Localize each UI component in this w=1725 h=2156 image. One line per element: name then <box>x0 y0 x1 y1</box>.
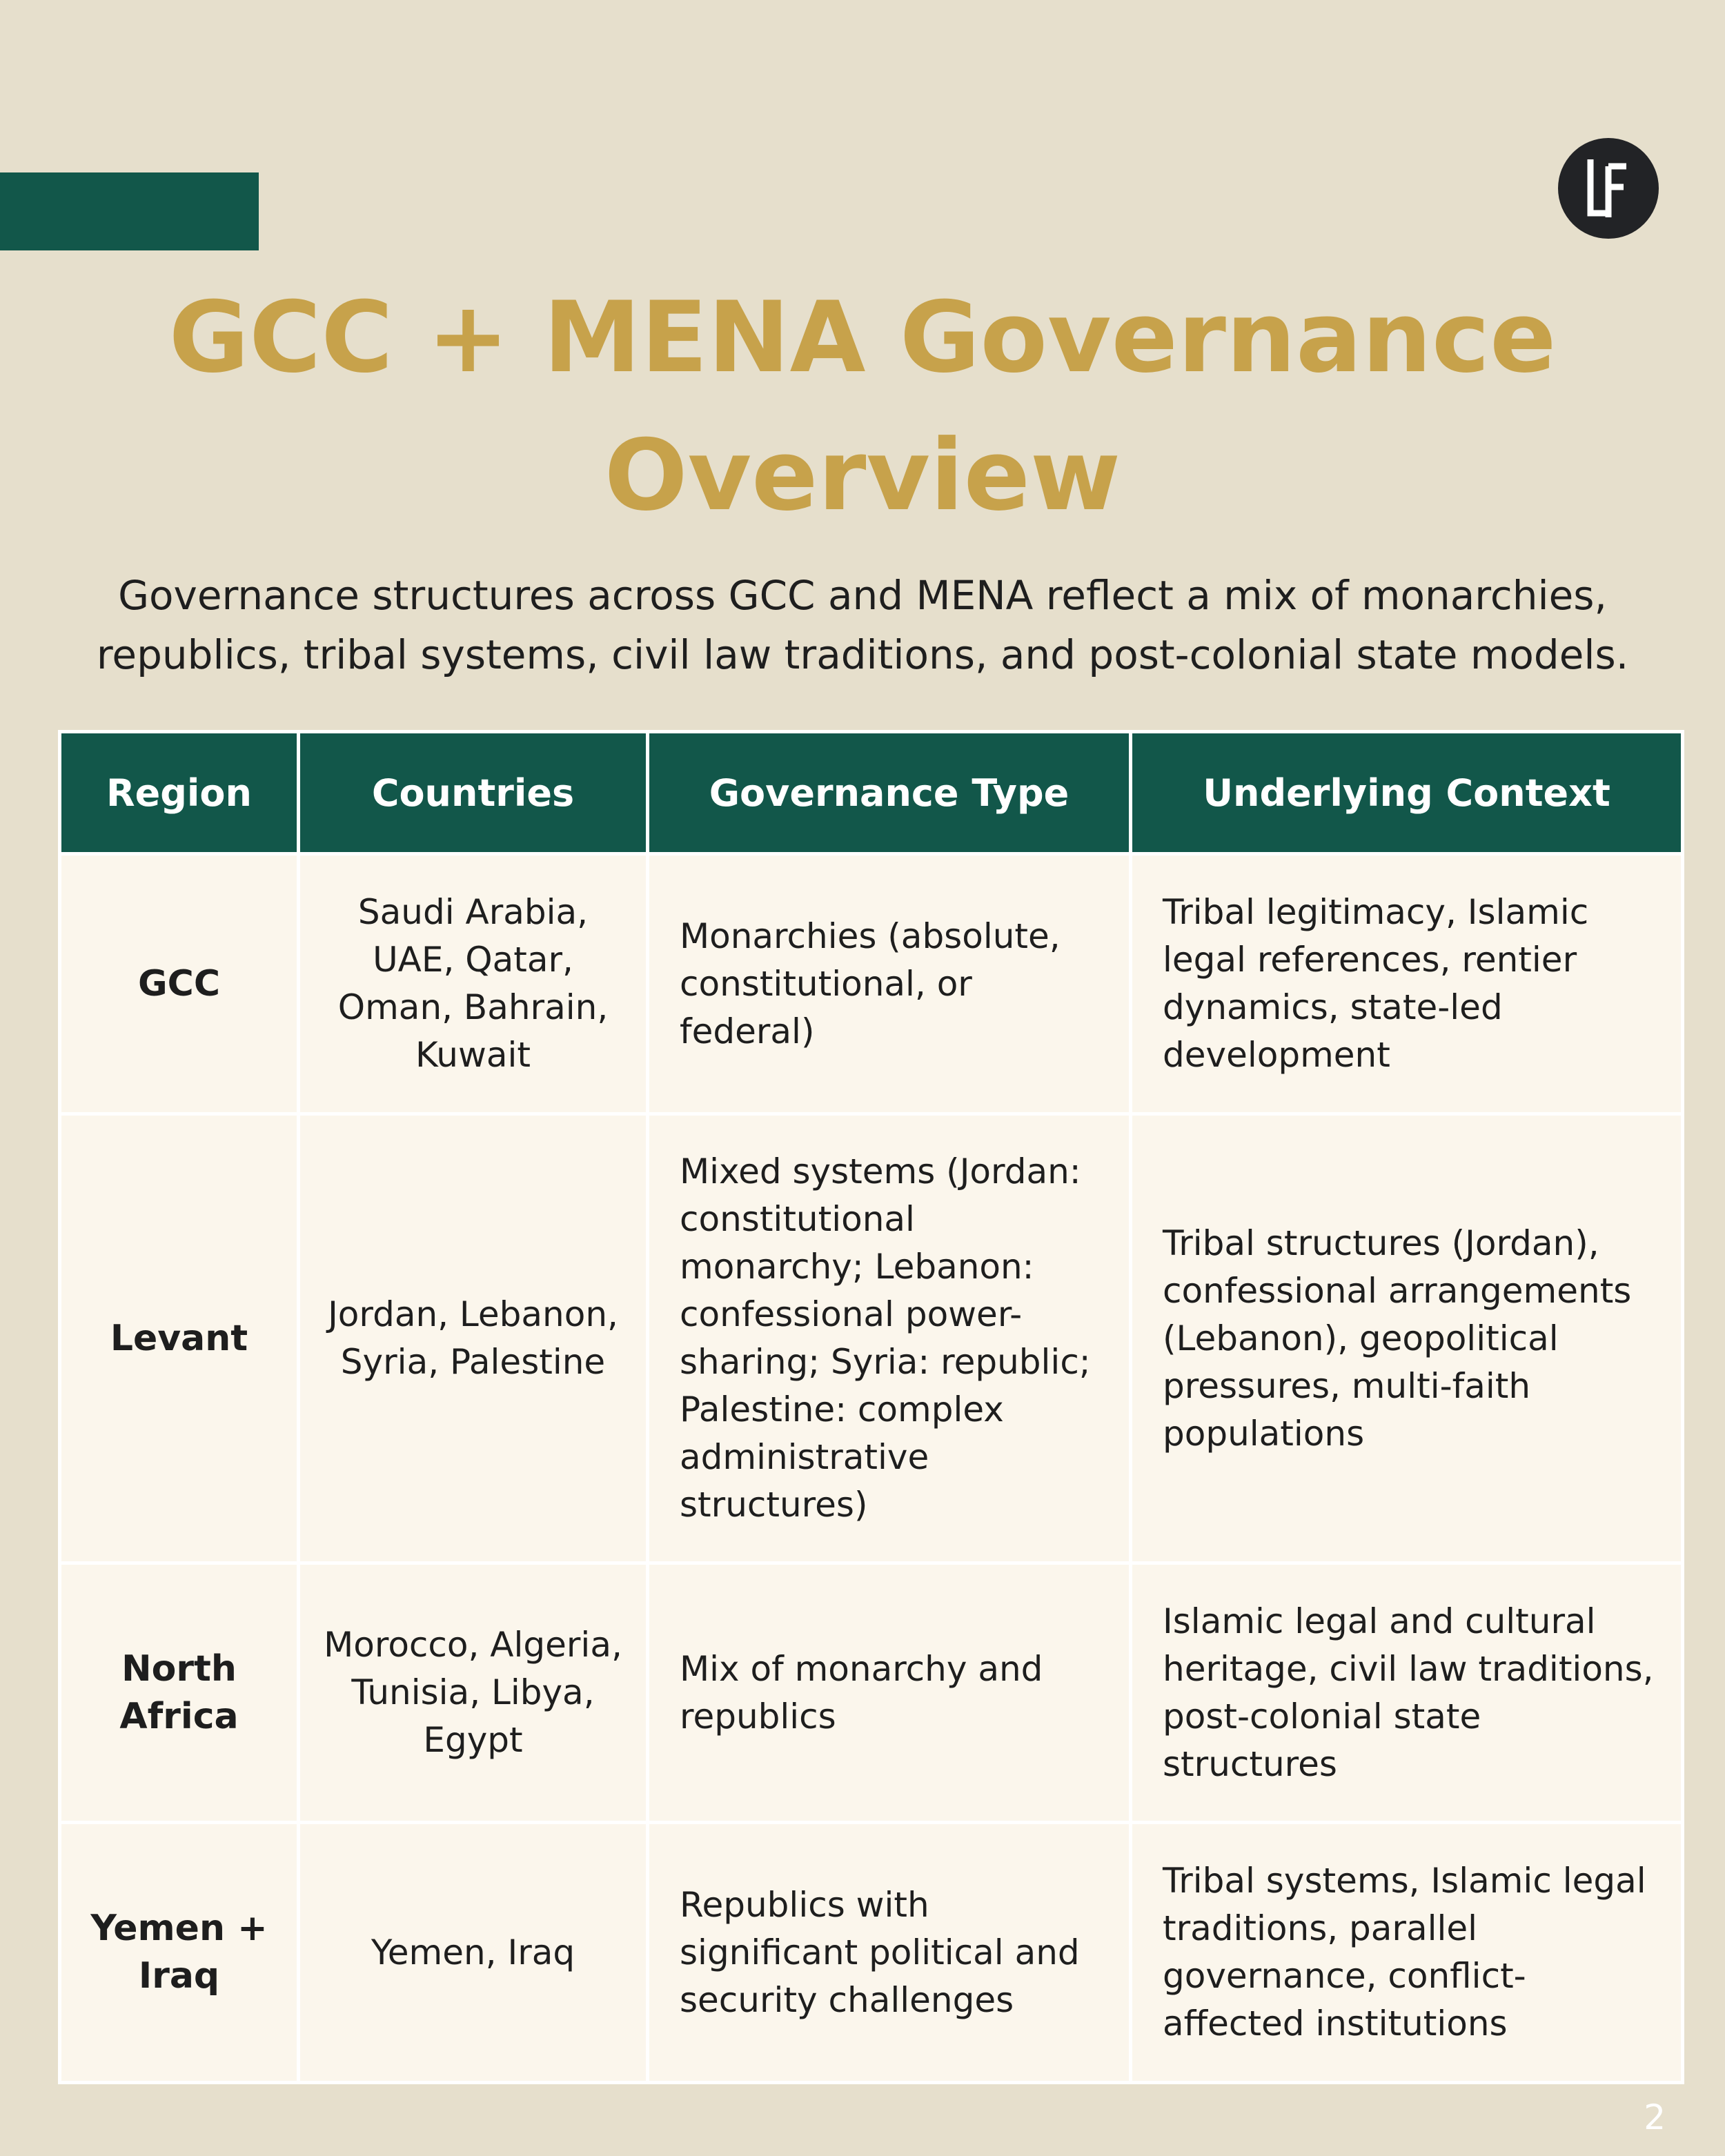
underlying-context-cell: Tribal legitimacy, Islamic legal references, rentier dynamics, state-led development <box>1131 854 1683 1114</box>
table-row <box>60 1114 1683 1563</box>
accent-bar <box>0 172 259 250</box>
header-countries: Countries <box>299 732 648 854</box>
underlying-context-cell: Islamic legal and cultural heritage, civil law traditions, post-colonial state structures <box>1131 1563 1683 1823</box>
header-governance-type: Governance Type <box>648 732 1131 854</box>
header-underlying-context: Underlying Context <box>1131 732 1683 854</box>
page-title: GCC + MENA Governance Overview <box>168 281 1557 533</box>
table-header-row <box>60 732 1683 854</box>
governance-type-cell: Monarchies (absolute, constitutional, or federal) <box>648 854 1131 1114</box>
page-subtitle: Governance structures across GCC and MENA reflect a mix of monarchies, republics, tribal systems, civil law traditions, and post-colonial state models. <box>96 572 1629 678</box>
page-number: 2 <box>1644 2097 1666 2137</box>
region-cell: North Africa <box>60 1563 299 1823</box>
countries-cell: Morocco, Algeria, Tunisia, Libya, Egypt <box>299 1563 648 1823</box>
underlying-context-cell: Tribal systems, Islamic legal traditions, parallel governance, conflict-affected institutions <box>1131 1823 1683 2083</box>
countries-cell: Yemen, Iraq <box>299 1823 648 2083</box>
governance-type-cell: Republics with significant political and security challenges <box>648 1823 1131 2083</box>
countries-cell: Saudi Arabia, UAE, Qatar, Oman, Bahrain, Kuwait <box>299 854 648 1114</box>
region-cell: Levant <box>60 1114 299 1563</box>
region-cell: GCC <box>60 854 299 1114</box>
countries-cell: Jordan, Lebanon, Syria, Palestine <box>299 1114 648 1563</box>
underlying-context-cell: Tribal structures (Jordan), confessional arrangements (Lebanon), geopolitical pressures, multi-faith populations <box>1131 1114 1683 1563</box>
governance-type-cell: Mixed systems (Jordan: constitutional monarchy; Lebanon: confessional power-sharing; Syria: republic; Palestine: complex administrative structures) <box>648 1114 1131 1563</box>
table-row <box>60 1823 1683 2083</box>
table-row <box>60 854 1683 1114</box>
region-cell: Yemen + Iraq <box>60 1823 299 2083</box>
table-row <box>60 1563 1683 1823</box>
governance-table <box>58 730 1684 2084</box>
governance-type-cell: Mix of monarchy and republics <box>648 1563 1131 1823</box>
lf-logo-icon <box>1558 138 1659 239</box>
header-region: Region <box>60 732 299 854</box>
